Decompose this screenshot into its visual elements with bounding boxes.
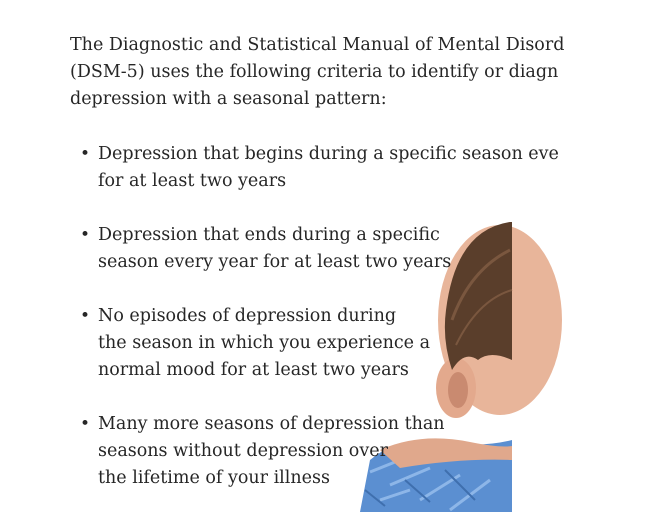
- bullet-icon: •: [80, 144, 91, 164]
- criterion-3-line-3: normal mood for at least two years: [98, 360, 409, 380]
- bullet-icon: •: [80, 225, 91, 245]
- bullet-icon: •: [80, 306, 91, 326]
- criterion-4-line-3: the lifetime of your illness: [98, 468, 330, 488]
- intro-line-3: depression with a seasonal pattern:: [70, 89, 387, 109]
- criterion-3-line-2: the season in which you experience a: [98, 333, 431, 353]
- bullet-icon: •: [80, 414, 91, 434]
- criterion-1-line-1: Depression that begins during a specific season eve: [98, 144, 559, 164]
- criterion-item-3: [80, 303, 430, 384]
- intro-line-2: (DSM-5) uses the following criteria to identify or diagn: [70, 62, 559, 82]
- criterion-1-line-2: for at least two years: [98, 171, 287, 191]
- criterion-item-4: [80, 411, 445, 492]
- criterion-item-2: [80, 222, 451, 276]
- criterion-2-line-1: Depression that ends during a specific: [98, 225, 440, 245]
- intro-line-1: The Diagnostic and Statistical Manual of Mental Disord: [70, 35, 565, 55]
- intro-paragraph: [70, 32, 670, 113]
- criterion-4-line-2: seasons without depression over: [98, 441, 388, 461]
- hair-shape: [445, 222, 512, 370]
- criterion-4-line-1: Many more seasons of depression than: [98, 414, 445, 434]
- criterion-2-line-2: season every year for at least two years: [98, 252, 452, 272]
- criterion-item-1: [80, 141, 559, 195]
- criterion-3-line-1: No episodes of depression during: [98, 306, 397, 326]
